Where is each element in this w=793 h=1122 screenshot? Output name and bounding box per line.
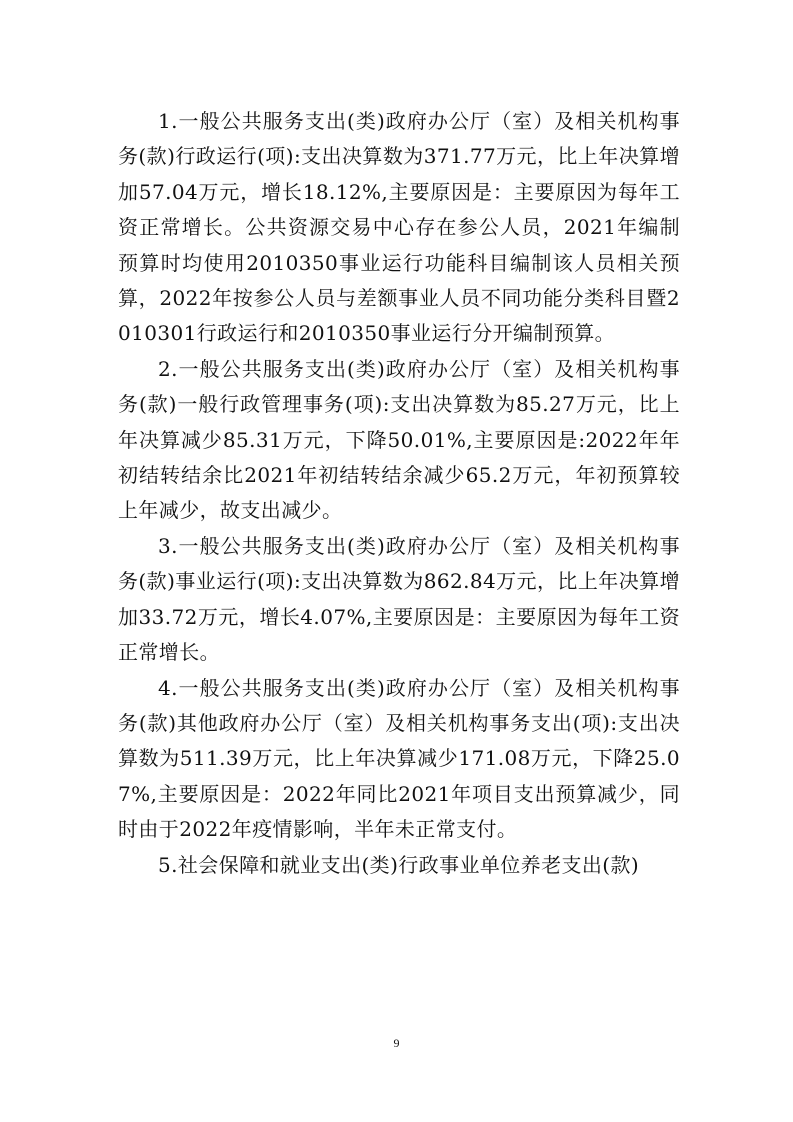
paragraph-1: 1.一般公共服务支出(类)政府办公厅（室）及相关机构事务(款)行政运行(项):支出决算数为371.77万元，比上年决算增加57.04万元，增长18.12%,主要原因是：主要原因为每年工资正常增长。公共资源交易中心存在参公人员，2021年编制预算时均使用2010350事业运行功能科目编制该人员相关预算，2022年按参公人员与差额事业人员不同功能分类科目暨2010301行政运行和2010350事业运行分开编制预算。 — [118, 109, 680, 346]
paragraph-3: 3.一般公共服务支出(类)政府办公厅（室）及相关机构事务(款)事业运行(项):支出决算数为862.84万元，比上年决算增加33.72万元，增长4.07%,主要原因是：主要原因为每年工资正常增长。 — [118, 533, 680, 665]
paragraph-5: 5.社会保障和就业支出(类)行政事业单位养老支出(款) — [158, 852, 640, 877]
body-text — [118, 104, 680, 883]
paragraph-4: 4.一般公共服务支出(类)政府办公厅（室）及相关机构事务(款)其他政府办公厅（室）及相关机构事务支出(项):支出决算数为511.39万元，比上年决算减少171.08万元，下降25.07%,主要原因是：2022年同比2021年项目支出预算减少，同时由于2022年疫情影响，半年未正常支付。 — [118, 675, 680, 842]
paragraph-2: 2.一般公共服务支出(类)政府办公厅（室）及相关机构事务(款)一般行政管理事务(项):支出决算数为85.27万元，比上年决算减少85.31万元，下降50.01%,主要原因是:2022年年初结转结余比2021年初结转结余减少65.2万元，年初预算较上年减少，故支出减少。 — [118, 356, 680, 523]
page-number: 9 — [393, 1036, 400, 1050]
